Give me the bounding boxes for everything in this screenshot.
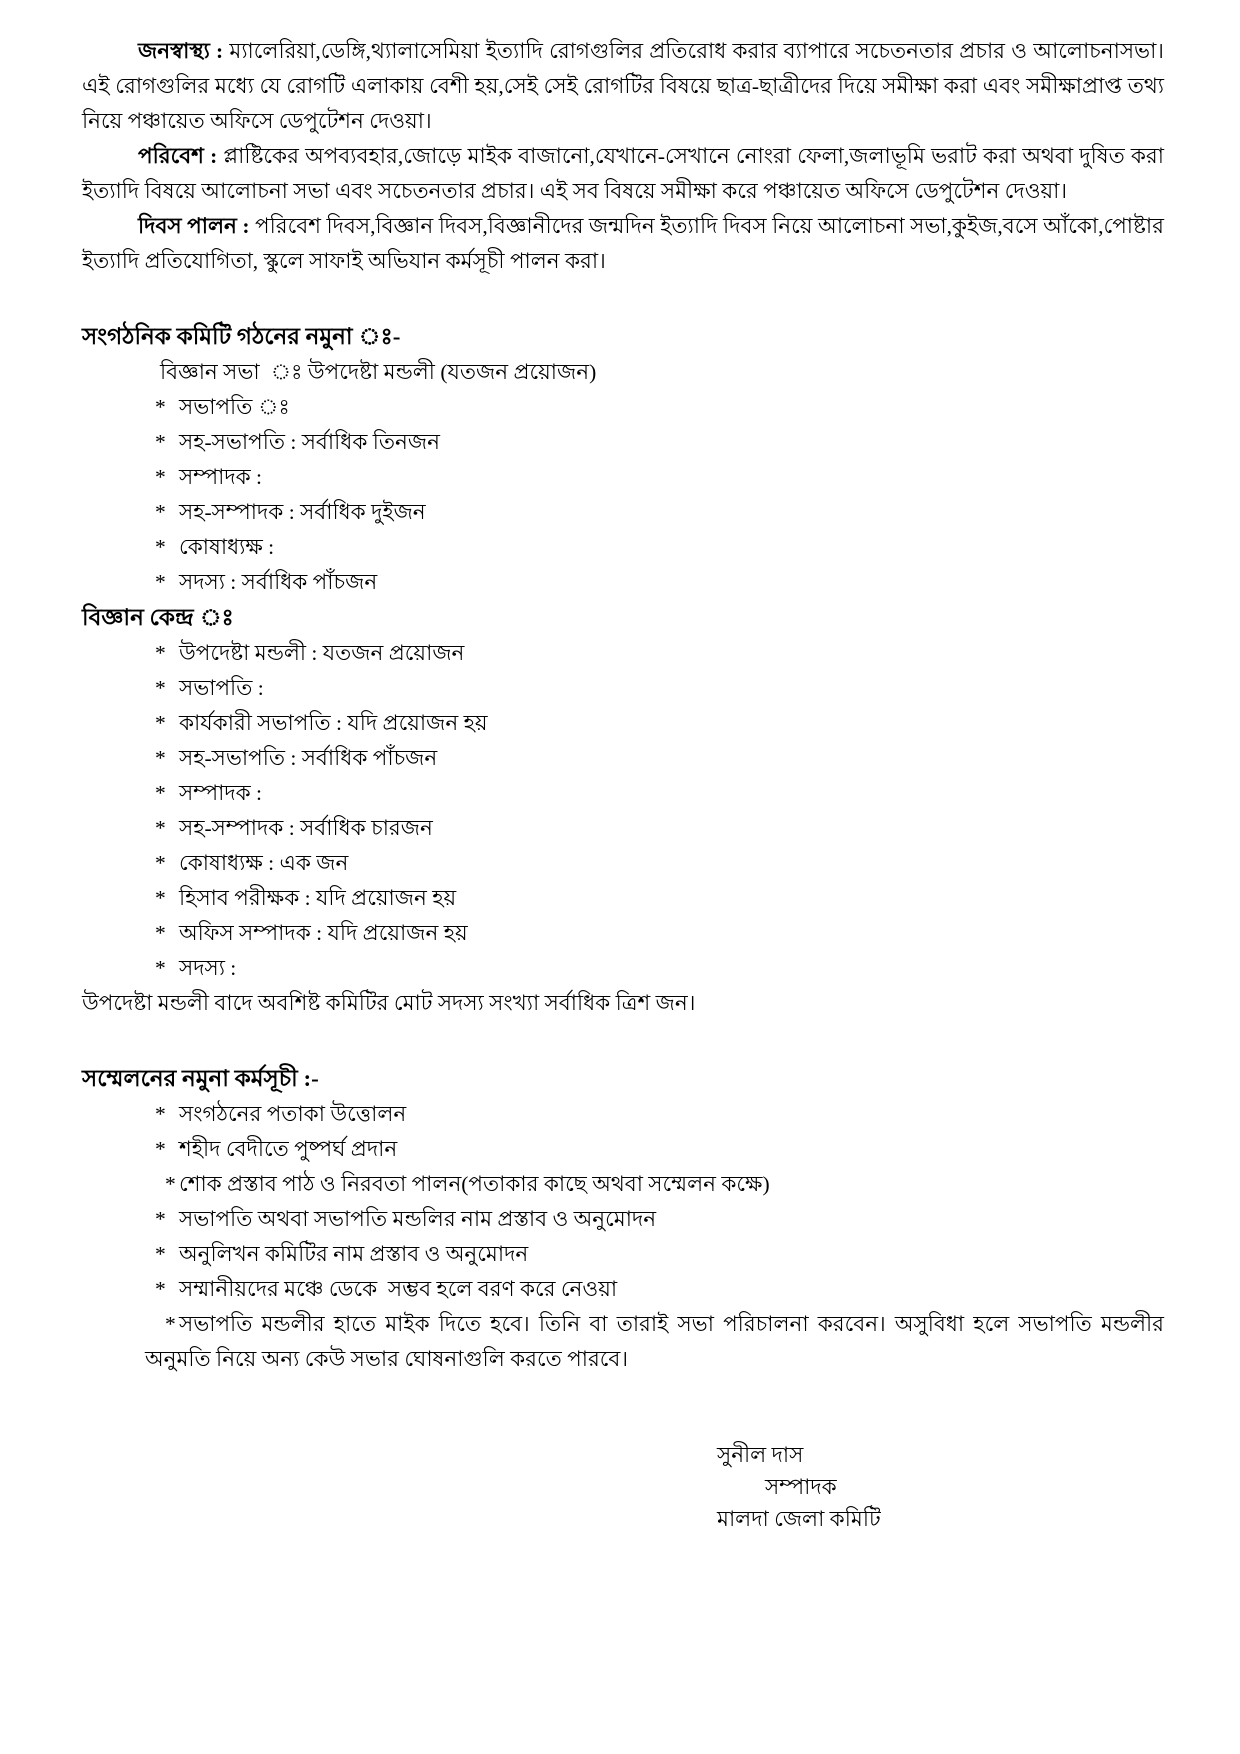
list-item-text: সভাপতি ঃ (179, 395, 290, 419)
list-item (155, 460, 1164, 495)
committee-section-heading: সংগঠনিক কমিটি গঠনের নমুনা ঃ- (82, 324, 401, 349)
list-item (155, 495, 1164, 530)
bullet: * (155, 535, 166, 559)
list-item (155, 811, 1164, 846)
bullet: * (155, 570, 166, 594)
list-item-text: সদস্য : (179, 956, 237, 980)
list-item-text: কার্যকারী সভাপতি : যদি প্রয়োজন হয় (179, 711, 488, 735)
list-item (155, 671, 1164, 706)
list-item (155, 916, 1164, 951)
list-item-text: হিসাব পরীক্ষক : যদি প্রয়োজন হয় (179, 886, 457, 910)
signatory-name: সুনীল দাস (717, 1443, 804, 1467)
bullet: * (155, 395, 166, 419)
list-item (155, 741, 1164, 776)
list-item-text: কোষাধ্যক্ষ : এক জন (179, 851, 349, 875)
bullet: * (155, 886, 166, 910)
list-item-text: শোক প্রস্তাব পাঠ ও নিরবতা পালন(পতাকার কাছে অথবা সম্মেলন কক্ষে) (179, 1172, 770, 1196)
science-kendra-heading: বিজ্ঞান কেন্দ্র ঃ (82, 605, 234, 630)
conference-list (82, 1097, 1170, 1377)
bullet: * (155, 1137, 166, 1161)
paragraph-day-observance (82, 209, 1164, 279)
bullet: * (155, 641, 166, 665)
science-kendra-list (82, 636, 1164, 986)
bullet: * (165, 1312, 176, 1336)
bullet: * (155, 430, 166, 454)
signatory-organization: মালদা জেলা কমিটি (717, 1507, 881, 1531)
bullet: * (155, 781, 166, 805)
list-item-text: সম্পাদক : (179, 465, 263, 489)
bullet: * (155, 465, 166, 489)
bullet: * (155, 1277, 166, 1301)
paragraph-lead: দিবস পালন : (138, 214, 250, 238)
list-item-text: সহ-সভাপতি : সর্বাধিক তিনজন (179, 430, 440, 454)
list-item-text: সম্মানীয়দের মঞ্চে ডেকে সম্ভব হলে বরণ করে নেওয়া (179, 1277, 618, 1301)
list-item-text: সভাপতি অথবা সভাপতি মন্ডলির নাম প্রস্তাব ও অনুমোদন (179, 1207, 657, 1231)
signatory-title: সম্পাদক (765, 1475, 837, 1499)
bullet: * (155, 676, 166, 700)
list-item (155, 1272, 1164, 1307)
list-item (145, 1167, 1164, 1202)
list-item-text: কোষাধ্যক্ষ : (179, 535, 275, 559)
list-item (155, 530, 1164, 565)
bullet: * (155, 500, 166, 524)
paragraph-body: প্লাষ্টিকের অপব্যবহার,জোড়ে মাইক বাজানো,যেখানে-সেখানে নোংরা ফেলা,জলাভূমি ভরাট করা অথবা দুষিত করা ইত্যাদি বিষয়ে আলোচনা সভা এবং সচেতনতার প্রচার। এই সব বিষয়ে সমীক্ষা করে পঞ্চায়েত অফিসে ডেপুটেশন দেওয়া। (82, 144, 1164, 203)
list-item (155, 565, 1164, 600)
list-item-text: সহ-সম্পাদক : সর্বাধিক চারজন (179, 816, 433, 840)
paragraph-public-health (82, 34, 1164, 139)
list-item (155, 706, 1164, 741)
committee-note: উপদেষ্টা মন্ডলী বাদে অবশিষ্ট কমিটির মোট সদস্য সংখ্যা সর্বাধিক ত্রিশ জন। (82, 991, 696, 1015)
list-item-text: সহ-সভাপতি : সর্বাধিক পাঁচজন (179, 746, 438, 770)
list-item (145, 1307, 1170, 1377)
list-item-text: অনুলিখন কমিটির নাম প্রস্তাব ও অনুমোদন (179, 1242, 529, 1266)
list-item-text: সংগঠনের পতাকা উত্তোলন (179, 1102, 407, 1126)
paragraph-body: ম্যালেরিয়া,ডেঙ্গি,থ্যালাসেমিয়া ইত্যাদি রোগগুলির প্রতিরোধ করার ব্যাপারে সচেতনতার প্রচার ও আলোচনাসভা। এই রোগগুলির মধ্যে যে রোগটি এলাকায় বেশী হয়,সেই সেই রোগটির বিষয়ে ছাত্র-ছাত্রীদের দিয়ে সমীক্ষা করা এবং সমীক্ষাপ্রাপ্ত তথ্য নিয়ে পঞ্চায়েত অফিসে ডেপুটেশন দেওয়া। (82, 39, 1164, 133)
list-item (155, 636, 1164, 671)
signature-block (717, 1439, 1164, 1535)
bullet: * (155, 1207, 166, 1231)
bullet: * (155, 746, 166, 770)
science-sabha-list (82, 390, 1164, 600)
list-item-text: অফিস সম্পাদক : যদি প্রয়োজন হয় (179, 921, 468, 945)
list-item-text: উপদেষ্টা মন্ডলী : যতজন প্রয়োজন (179, 641, 465, 665)
bullet: * (155, 1102, 166, 1126)
bullet: * (155, 956, 166, 980)
paragraph-lead: পরিবেশ : (138, 144, 218, 168)
list-item-text: সভাপতি : (179, 676, 264, 700)
list-item (155, 846, 1164, 881)
science-sabha-intro: বিজ্ঞান সভা ঃ উপদেষ্টা মন্ডলী (যতজন প্রয়োজন) (160, 360, 597, 384)
list-item-text: সহ-সম্পাদক : সর্বাধিক দুইজন (179, 500, 426, 524)
list-item-text: সদস্য : সর্বাধিক পাঁচজন (179, 570, 378, 594)
paragraph-body: পরিবেশ দিবস,বিজ্ঞান দিবস,বিজ্ঞানীদের জন্মদিন ইত্যাদি দিবস নিয়ে আলোচনা সভা,কুইজ,বসে আঁকো,পোষ্টার ইত্যাদি প্রতিযোগিতা, স্কুলে সাফাই অভিযান কর্মসূচী পালন করা। (82, 214, 1164, 273)
bullet: * (155, 921, 166, 945)
list-item-text: শহীদ বেদীতে পুষ্পর্ঘ প্রদান (179, 1137, 398, 1161)
list-item (155, 951, 1164, 986)
list-item-text: সভাপতি মন্ডলীর হাতে মাইক দিতে হবে। তিনি বা তারাই সভা পরিচালনা করবেন। অসুবিধা হলে সভাপতি মন্ডলীর অনুমতি নিয়ে অন্য কেউ সভার ঘোষনাগুলি করতে পারবে। (145, 1312, 1170, 1371)
paragraph-lead: জনস্বাস্থ্য : (138, 39, 224, 63)
bullet: * (165, 1172, 176, 1196)
list-item (155, 1132, 1164, 1167)
bullet: * (155, 1242, 166, 1266)
list-item (155, 881, 1164, 916)
bullet: * (155, 851, 166, 875)
bullet: * (155, 711, 166, 735)
conference-section-heading: সম্মেলনের নমুনা কর্মসূচী :- (82, 1066, 319, 1091)
list-item (155, 1237, 1164, 1272)
list-item (155, 1202, 1164, 1237)
list-item (155, 776, 1164, 811)
bullet: * (155, 816, 166, 840)
list-item (155, 390, 1164, 425)
list-item (155, 425, 1164, 460)
paragraph-environment (82, 139, 1164, 209)
list-item (155, 1097, 1164, 1132)
list-item-text: সম্পাদক : (179, 781, 263, 805)
